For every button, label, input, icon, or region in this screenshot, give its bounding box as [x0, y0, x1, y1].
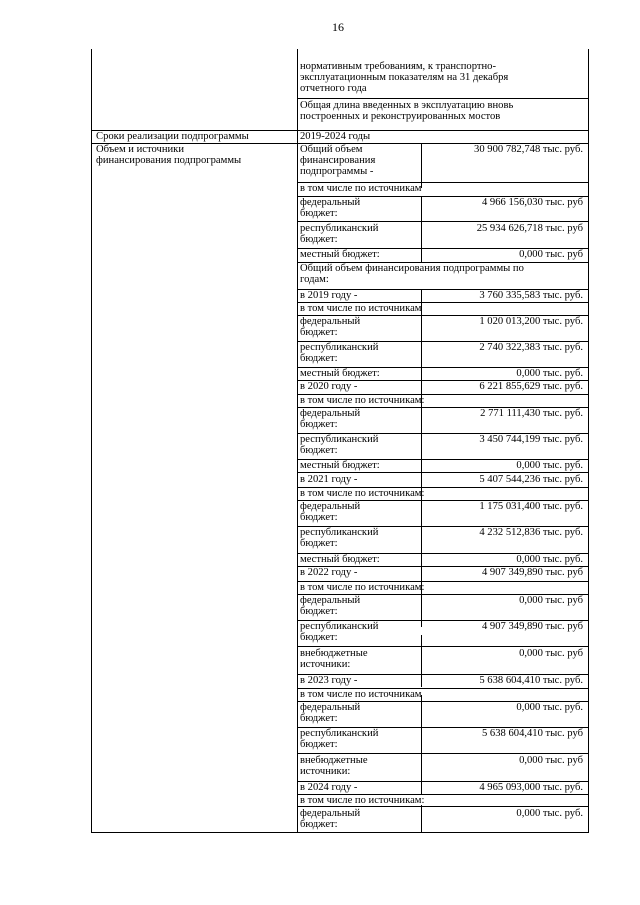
republican-value: 2 740 322,383 тыс. руб.	[479, 342, 583, 353]
federal-value: 2 771 111,430 тыс. руб.	[480, 408, 583, 419]
federal-value: 1 020 013,200 тыс. руб.	[479, 316, 583, 327]
local-value: 0,000 тыс. руб.	[516, 460, 583, 471]
year-2023-label: в 2023 году -	[300, 675, 358, 686]
republican-value: 4 232 512,836 тыс. руб.	[479, 527, 583, 538]
total-label: Общий объем финансирования подпрограммы -	[300, 144, 376, 178]
republican-label: республиканский бюджет:	[300, 223, 379, 246]
federal-label: федеральный бюджет:	[300, 197, 361, 220]
year-2021-value: 5 407 544,236 тыс. руб.	[479, 474, 583, 485]
federal-value: 0,000 тыс. руб	[519, 595, 583, 606]
year-2021-label: в 2021 году -	[300, 474, 358, 485]
column-divider	[297, 49, 298, 832]
federal-value: 0,000 тыс. руб.	[516, 702, 583, 713]
federal-value: 0,000 тыс. руб.	[516, 808, 583, 819]
year-2024-value: 4 965 093,000 тыс. руб.	[479, 782, 583, 793]
local-label: местный бюджет:	[300, 249, 380, 260]
value-column-divider	[421, 695, 422, 794]
year-2022-label: в 2022 году -	[300, 567, 358, 578]
year-2024-label: в 2024 году -	[300, 782, 358, 793]
local-label: местный бюджет:	[300, 460, 380, 471]
sources-label: в том числе по источникам:	[300, 488, 425, 499]
federal-label: федеральный бюджет:	[300, 595, 361, 618]
federal-label: федеральный бюджет:	[300, 808, 361, 831]
cell-divider	[297, 646, 588, 647]
republican-label: республиканский бюджет:	[300, 621, 379, 644]
republican-label: республиканский бюджет:	[300, 434, 379, 457]
local-value: 0,000 тыс. руб	[519, 249, 583, 260]
value-column-divider	[421, 289, 422, 627]
sources-label: в том числе по источникам	[300, 303, 422, 314]
federal-value: 4 966 156,030 тыс. руб	[481, 197, 583, 208]
sources-label: в том числе по источникам:	[300, 582, 425, 593]
cell-divider	[297, 221, 588, 222]
sources-label: в том числе по источникам	[300, 689, 422, 700]
year-2020-value: 6 221 855,629 тыс. руб.	[479, 381, 583, 392]
federal-label: федеральный бюджет:	[300, 408, 361, 431]
local-value: 0,000 тыс. руб.	[516, 368, 583, 379]
off-budget-label: внебюджетные источники:	[300, 648, 368, 671]
page-number: 16	[332, 20, 344, 34]
local-label: местный бюджет:	[300, 368, 380, 379]
period-value: 2019-2024 годы	[300, 131, 371, 142]
cell-divider	[297, 472, 588, 473]
value-column-divider	[421, 635, 422, 687]
funding-label: Объем и источники финансирования подпрограммы	[96, 144, 242, 167]
year-2020-label: в 2020 году -	[300, 381, 358, 392]
year-2019-label: в 2019 году -	[300, 290, 358, 301]
year-2023-value: 5 638 604,410 тыс. руб.	[479, 675, 583, 686]
total-value: 30 900 782,748 тыс. руб.	[474, 144, 583, 155]
republican-value: 4 907 349,890 тыс. руб	[481, 621, 583, 632]
republican-label: республиканский бюджет:	[300, 728, 379, 751]
requirements-text: нормативным требованиям, к транспортно- эксплуатационным показателям на 31 декабря отчетного года	[300, 61, 509, 95]
sources-label: в том числе по источникам:	[300, 795, 425, 806]
by-years-label: Общий объем финансирования подпрограммы по годам:	[300, 263, 524, 286]
republican-value: 25 934 626,718 тыс. руб	[476, 223, 583, 234]
off-budget-value: 0,000 тыс. руб	[519, 755, 583, 766]
value-column-divider	[421, 196, 422, 262]
local-value: 0,000 тыс. руб.	[516, 554, 583, 565]
federal-label: федеральный бюджет:	[300, 501, 361, 524]
cell-divider	[297, 98, 588, 99]
period-label: Сроки реализации подпрограммы	[96, 131, 249, 142]
year-2022-value: 4 907 349,890 тыс. руб	[481, 567, 583, 578]
republican-label: республиканский бюджет:	[300, 342, 379, 365]
sources-label: в том числе по источникам:	[300, 395, 425, 406]
year-2019-value: 3 760 335,583 тыс. руб.	[479, 290, 583, 301]
federal-label: федеральный бюджет:	[300, 316, 361, 339]
local-label: местный бюджет:	[300, 554, 380, 565]
republican-label: республиканский бюджет:	[300, 527, 379, 550]
sources-label: в том числе по источникам	[300, 183, 422, 194]
republican-value: 3 450 744,199 тыс. руб.	[479, 434, 583, 445]
off-budget-label: внебюджетные источники:	[300, 755, 368, 778]
federal-value: 1 175 031,400 тыс. руб.	[479, 501, 583, 512]
bridges-text: Общая длина введенных в эксплуатацию вновь построенных и реконструированных мостов	[300, 100, 514, 123]
federal-label: федеральный бюджет:	[300, 702, 361, 725]
cell-divider	[297, 753, 588, 754]
republican-value: 5 638 604,410 тыс. руб	[481, 728, 583, 739]
value-column-divider	[421, 805, 422, 832]
off-budget-value: 0,000 тыс. руб	[519, 648, 583, 659]
